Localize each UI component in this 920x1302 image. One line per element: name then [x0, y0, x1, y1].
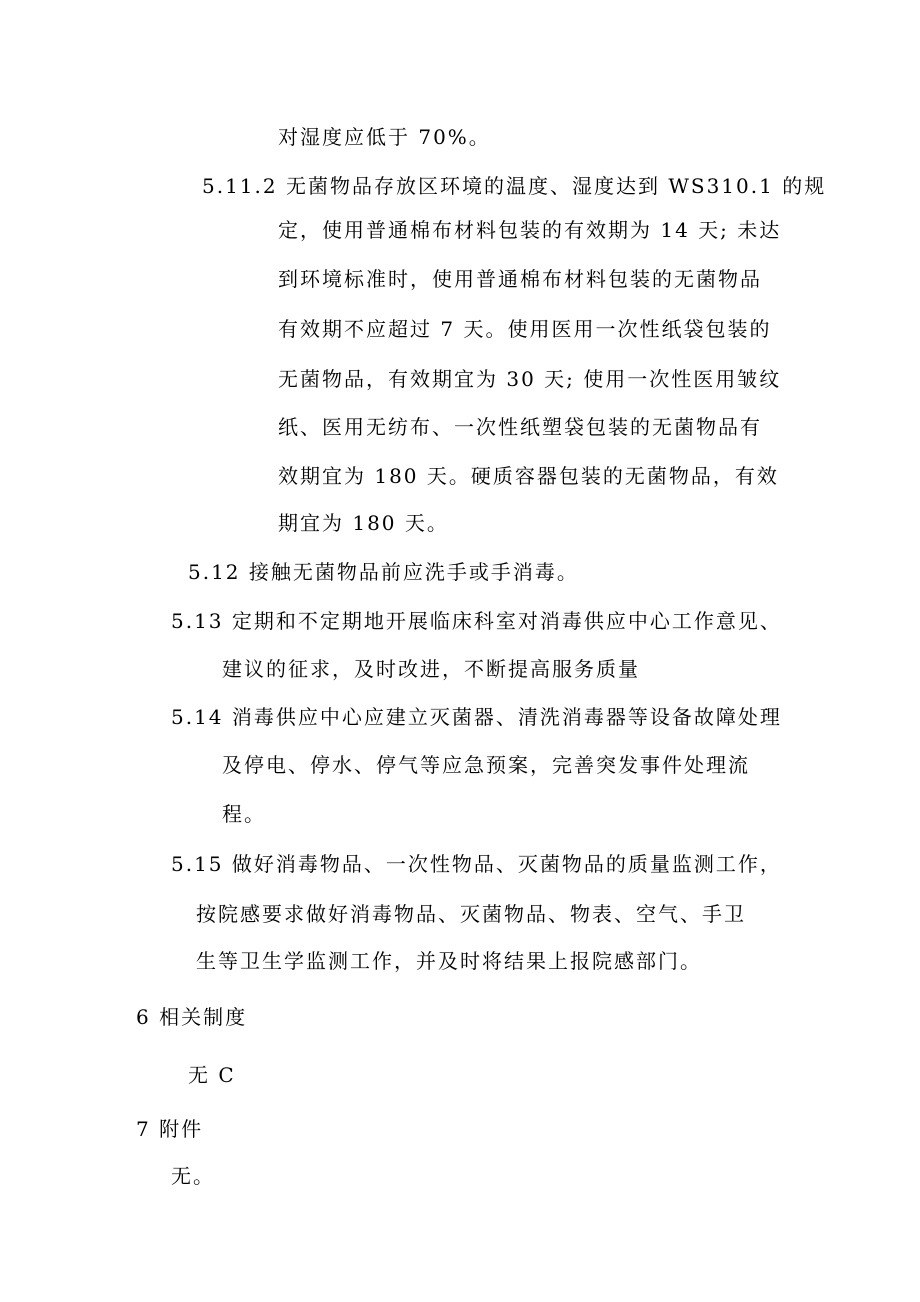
paragraph-line: 及停电、停水、停气等应急预案，完善突发事件处理流 [222, 753, 750, 777]
paragraph-line: 生等卫生学监测工作，并及时将结果上报院感部门。 [196, 949, 702, 973]
paragraph-line: 有效期不应超过 7 天。使用医用一次性纸袋包装的 [278, 317, 772, 341]
paragraph-line: 对湿度应低于 70%。 [278, 125, 491, 149]
paragraph-line: 定，使用普通棉布材料包装的有效期为 14 天; 未达 [278, 218, 782, 242]
section-body-7: 无。 [171, 1164, 215, 1188]
paragraph-line: 期宜为 180 天。 [278, 511, 449, 535]
section-heading-6: 6 相关制度 [136, 1005, 248, 1029]
paragraph-line: 到环境标准时，使用普通棉布材料包装的无菌物品 [278, 267, 762, 291]
clause-5-12-line: 5.12 接触无菌物品前应洗手或手消毒。 [188, 560, 579, 584]
section-heading-7: 7 附件 [136, 1117, 204, 1141]
paragraph-line: 无菌物品，有效期宜为 30 天; 使用一次性医用皱纹 [278, 367, 782, 391]
paragraph-line: 按院感要求做好消毒物品、灭菌物品、物表、空气、手卫 [196, 902, 746, 926]
section-body-6: 无 C [188, 1063, 236, 1087]
clause-5-14-line: 5.14 消毒供应中心应建立灭菌器、清洗消毒器等设备故障处理 [171, 705, 782, 729]
paragraph-line: 效期宜为 180 天。硬质容器包装的无菌物品，有效 [278, 464, 779, 488]
paragraph-line: 纸、医用无纺布、一次性纸塑袋包装的无菌物品有 [278, 415, 762, 439]
paragraph-line: 程。 [222, 802, 266, 826]
clause-5-13-line: 5.13 定期和不定期地开展临床科室对消毒供应中心工作意见、 [171, 609, 782, 633]
clause-5-11-2-line: 5.11.2 无菌物品存放区环境的温度、湿度达到 WS310.1 的规 [202, 174, 827, 198]
clause-5-15-line: 5.15 做好消毒物品、一次性物品、灭菌物品的质量监测工作， [171, 852, 782, 876]
paragraph-line: 建议的征求，及时改进，不断提高服务质量 [222, 657, 640, 681]
